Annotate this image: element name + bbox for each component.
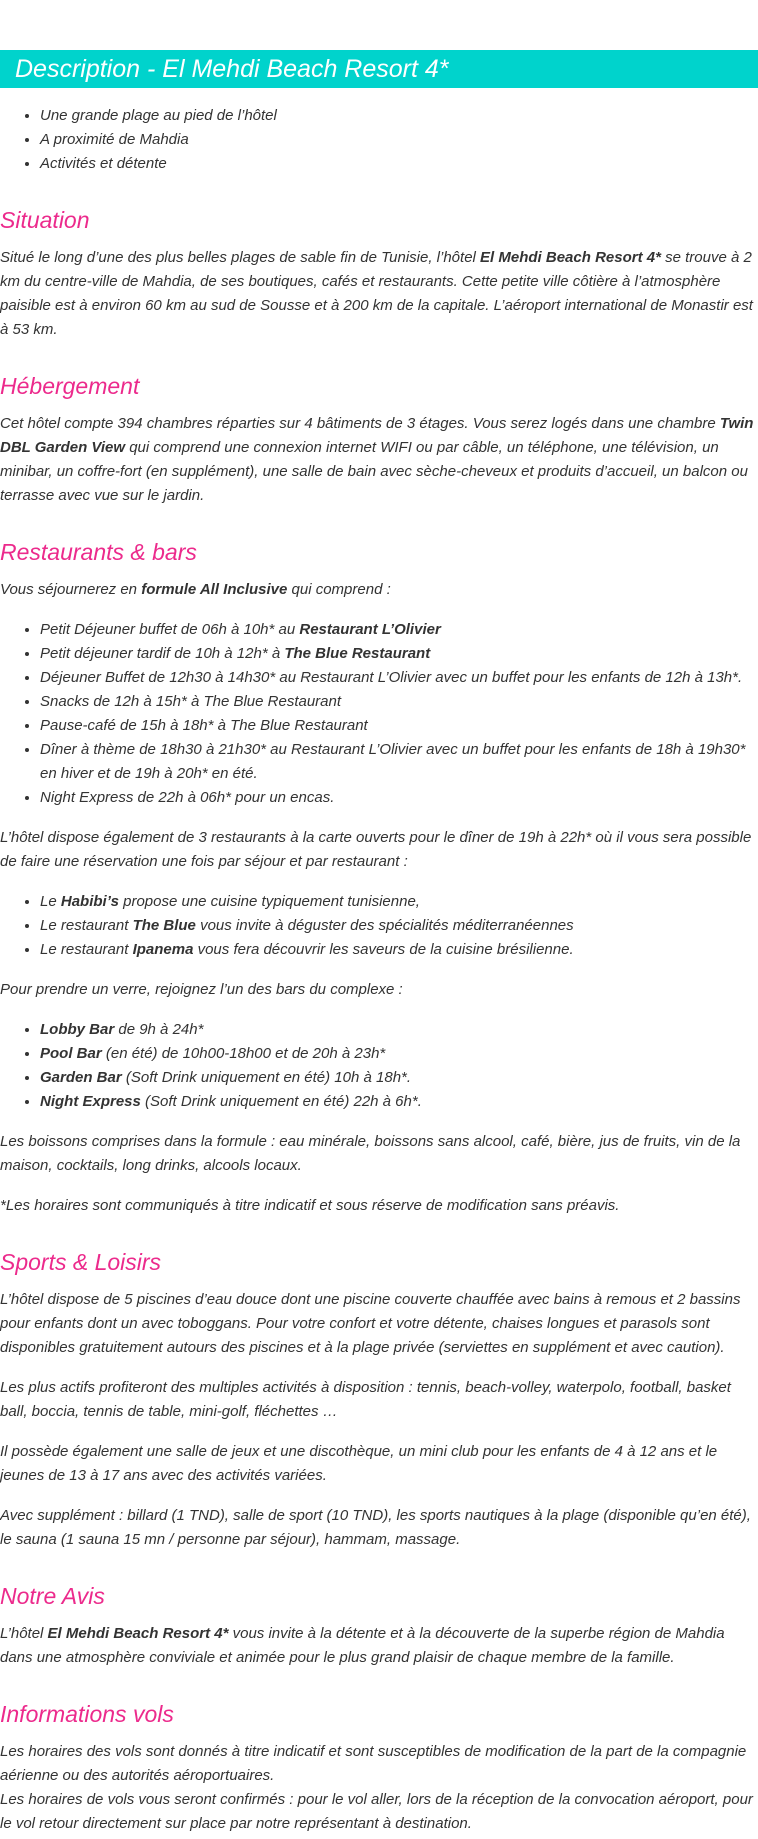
section-title-restaurants: Restaurants & bars xyxy=(0,539,197,565)
list-item: • Petit déjeuner tardif de 10h à 12h* à The Blue Restaurant xyxy=(40,642,758,666)
carte-intro: L’hôtel dispose également de 3 restaurants à la carte ouverts pour le dîner de 19h à 22h* où il vous sera possible de faire une réservation une fois par séjour et par restaurant : xyxy=(0,829,752,870)
bars-list xyxy=(0,1018,758,1114)
sports-paragraph-activities: Les plus actifs profiteront des multiples activités à disposition : tennis, beach-volley, waterpolo, football, basket ball, boccia, tennis de table, mini-golf, fléchettes … xyxy=(0,1379,731,1420)
vols-paragraph xyxy=(0,1740,758,1836)
list-item: • Le restaurant Ipanema vous fera découvrir les saveurs de la cuisine brésilienne. xyxy=(40,938,758,962)
list-item: • Pool Bar (en été) de 10h00-18h00 et de 20h à 23h* xyxy=(40,1042,758,1066)
carte-restaurants-list xyxy=(0,890,758,962)
avis-paragraph: L’hôtel El Mehdi Beach Resort 4* vous invite à la détente et à la découverte de la superbe région de Mahdia dans une atmosphère conviviale et animée pour le plus grand plaisir de chaque membre de la famille. xyxy=(0,1625,725,1666)
list-item: • Night Express (Soft Drink uniquement en été) 22h à 6h*. xyxy=(40,1090,758,1114)
list-item: • Pause-café de 15h à 18h* à The Blue Restaurant xyxy=(40,714,758,738)
list-item: • Dîner à thème de 18h30 à 21h30* au Restaurant L’Olivier avec un buffet pour les enfants de 18h à 19h30* en hiver et de 19h à 20h* en été. xyxy=(40,738,758,786)
list-item: • Le Habibi’s propose une cuisine typiquement tunisienne, xyxy=(40,890,758,914)
list-item: • Le restaurant The Blue vous invite à déguster des spécialités méditerranéennes xyxy=(40,914,758,938)
highlights-list xyxy=(0,104,758,176)
hebergement-paragraph: Cet hôtel compte 394 chambres réparties sur 4 bâtiments de 3 étages. Vous serez logés dans une chambre Twin DBL Garden View qui comprend une connexion internet WIFI ou par câble, un téléphone, une télévision, un minibar, un coffre-fort (en supplément), une salle de bain avec sèche-cheveux et produits d’accueil, un balcon ou terrasse avec vue sur le jardin. xyxy=(0,415,754,504)
list-item: • Snacks de 12h à 15h* à The Blue Restaurant xyxy=(40,690,758,714)
list-item: • Lobby Bar de 9h à 24h* xyxy=(40,1018,758,1042)
sports-paragraph-clubs: Il possède également une salle de jeux et une discothèque, un mini club pour les enfants de 4 à 12 ans et le jeunes de 13 à 17 ans avec des activités variées. xyxy=(0,1443,718,1484)
list-item: • Déjeuner Buffet de 12h30 à 14h30* au Restaurant L’Olivier avec un buffet pour les enfants de 12h à 13h*. xyxy=(40,666,758,690)
section-title-hebergement: Hébergement xyxy=(0,373,140,399)
section-title-situation: Situation xyxy=(0,207,90,233)
list-item: • Activités et détente xyxy=(40,152,758,176)
bars-intro: Pour prendre un verre, rejoignez l’un des bars du complexe : xyxy=(0,981,403,998)
section-title-avis: Notre Avis xyxy=(0,1583,105,1609)
vols-line-1: Les horaires des vols sont donnés à titre indicatif et sont susceptibles de modification de la part de la compagnie aérienne ou des autorités aéroportuaires. xyxy=(0,1743,747,1784)
drinks-note: Les boissons comprises dans la formule : eau minérale, boissons sans alcool, café, bière, jus de fruits, vin de la maison, cocktails, long drinks, alcools locaux. xyxy=(0,1133,741,1174)
description-content xyxy=(0,104,758,1836)
section-title-sports: Sports & Loisirs xyxy=(0,1249,162,1275)
sports-paragraph-supplements: Avec supplément : billard (1 TND), salle de sport (10 TND), les sports nautiques à la plage (disponible qu’en été), le sauna (1 sauna 15 mn / personne par séjour), hammam, massage. xyxy=(0,1507,751,1548)
section-title-vols: Informations vols xyxy=(0,1701,174,1727)
list-item: • A proximité de Mahdia xyxy=(40,128,758,152)
list-item: • Une grande plage au pied de l’hôtel xyxy=(40,104,758,128)
list-item: • Petit Déjeuner buffet de 06h à 10h* au Restaurant L’Olivier xyxy=(40,618,758,642)
vols-line-2: Les horaires de vols vous seront confirmés : pour le vol aller, lors de la réception de la convocation aéroport, pour le vol retour directement sur place par notre représentant à destination. xyxy=(0,1791,753,1832)
sports-paragraph-pools: L’hôtel dispose de 5 piscines d’eau douce dont une piscine couverte chauffée avec bains à remous et 2 bassins pour enfants dont un avec toboggans. Pour votre confort et votre détente, chaises longues et parasols sont disponibles gratuitement autours des piscines et à la plage privée (serviettes en supplément et avec caution). xyxy=(0,1291,741,1356)
list-item: • Night Express de 22h à 06h* pour un encas. xyxy=(40,786,758,810)
list-item: • Garden Bar (Soft Drink uniquement en été) 10h à 18h*. xyxy=(40,1066,758,1090)
hours-note: *Les horaires sont communiqués à titre indicatif et sous réserve de modification sans préavis. xyxy=(0,1197,620,1214)
situation-paragraph: Situé le long d’une des plus belles plages de sable fin de Tunisie, l’hôtel El Mehdi Beach Resort 4* se trouve à 2 km du centre-ville de Mahdia, de ses boutiques, cafés et restaurants. Cette petite ville côtière à l’atmosphère paisible est à environ 60 km au sud de Sousse et à 200 km de la capitale. L’aéroport international de Monastir est à 53 km. xyxy=(0,249,753,338)
page-banner-title: Description - El Mehdi Beach Resort 4* xyxy=(0,50,758,88)
restaurants-intro: Vous séjournerez en formule All Inclusive qui comprend : xyxy=(0,581,391,598)
meals-list xyxy=(0,618,758,810)
